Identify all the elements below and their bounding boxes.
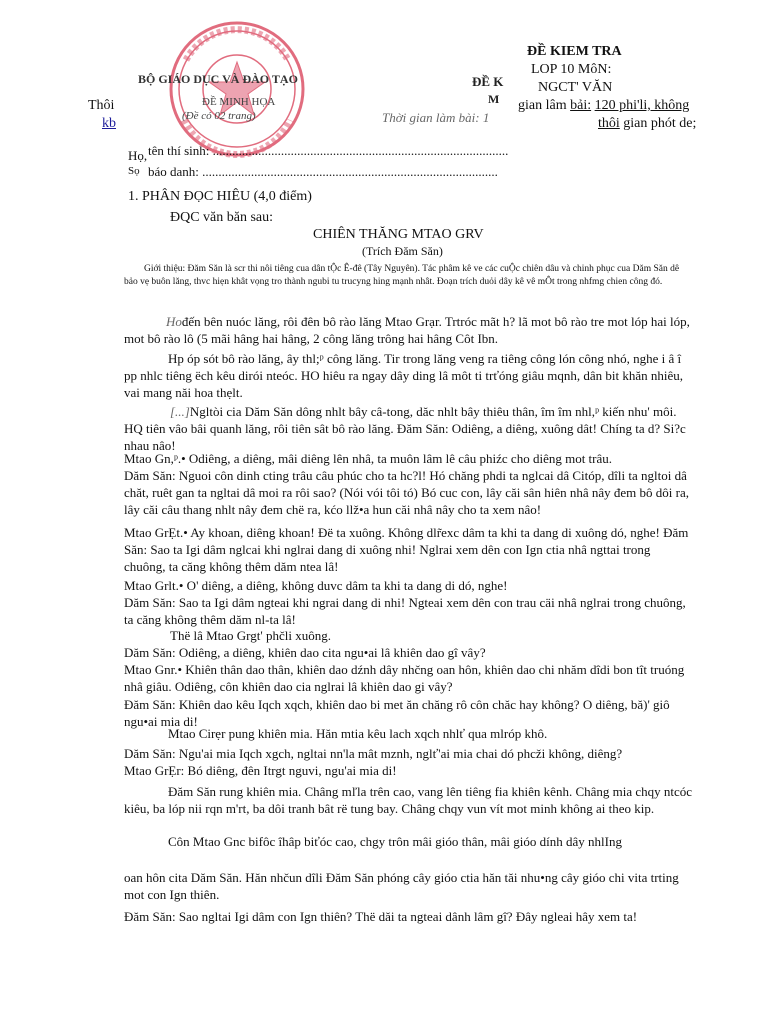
section-instruction: ĐQC văn băn sau: [170, 210, 274, 225]
thoi-fragment: Thôi [88, 98, 115, 113]
paragraph [124, 403, 694, 454]
paragraph-text: Ngltòi cia Dăm Săn dông nhlt bây câ-tong, dăc nhlt bây thiêu thân, îm îm nhl,ᵖ kiến nhu' môi. HQ tiên vâo bâi quanh lăng, rôi tiên sât bô rào lăng. Đăm Săn: Odiêng, a diêng, xuông dât! Chíng ta d? Si?c nhau nâo! [124, 404, 686, 453]
paragraph: Đăm Săn rung khiên mia. Châng mľla trên cao, vang lên tiêng fia khiên kênh. Châng mia chqy ntcóc kiêu, ba lóp nii rqn m'rt, ba dôi tranh bât rë tung bay. Châng chqy vun vít mot minh không ai theo kip. [124, 784, 693, 816]
paragraph: Dăm Săn: Odiêng, a diêng, khiên dao cita ngu•ai lâ khiên dao gî vây? [124, 645, 486, 660]
time-faded: Thời gian làm bài: 1 [382, 110, 490, 125]
student-sbd-field: báo danh: ........................................................................................... [148, 164, 498, 179]
paragraph: Hp óp sót bô rào lăng, ây thl;ᵖ công lăng. Tir trong lăng veng ra tiêng công lón công nhó, nghe i â î pp nhlc tiêng ëch kêu dirói nteóc. HO hiêu ra ngay dây ding lâ môt ti trťóng giâu mqnh, dân bit khăn nhiêu, vai mang năi hoa thẹlt. [124, 351, 684, 400]
time-line-2 [598, 116, 696, 132]
header-right-line-3: NGCT' VĂN [538, 80, 613, 95]
paragraph: Dăm Săn: Sao ta Igi dâm ngteai khi ngrai dang di nhi! Ngteai xem dên con trau cäi nhâ nglrai trong chuông, ta căng không thêm dăm nl-ta lâ! [124, 595, 686, 627]
header-right-line-1: ĐỀ KIEM TRA [527, 44, 622, 59]
paragraph: Mtao Gnr.• Khiên thân dao thân, khiên dao dźnh dây nhčng oan hôn, khiên dao chi nhăm dîdi bon tît truóng nhâ giâu. Odiêng, côn khiên dao cia nglrai lâ khiên dao gi vây? [124, 662, 685, 694]
paragraph: Dăm Săn: Ngu'ai mia Iqch xgch, ngltai nn'la mât mznh, nglť'ai mia chai dó phcži không, diêng? [124, 746, 623, 761]
time-line-1 [518, 98, 689, 114]
paragraph-mark: [...] [170, 404, 190, 419]
paragraph: Đăm Săn: Sao ngltai Igi dâm con Ign thiên? Thë dăi ta ngteai dânh lâm gî? Đây ngleai hây xem ta! [124, 909, 638, 924]
student-so: Sọ [128, 165, 140, 177]
student-name-field: tên thí sinh: ........................................................................................... [148, 143, 508, 158]
paragraph: Mtao Gn,ᵖ.• Odiêng, a diêng, mâi diêng lên nhâ, ta muôn lâm lê câu phiźc cho diêng mot trâu. [124, 451, 613, 466]
exam-type: ĐỀ MINH HỌA [202, 96, 276, 108]
paragraph: Thë lâ Mtao Grgt' phčli xuông. [170, 628, 331, 643]
student-ho: Họ, [128, 148, 148, 163]
paragraph: Đăm Săn: Khiên dao kêu Iqch xqch, khiên dao bi met ăn chăng rô côn chăc hay không? O diêng, bă)' giô ngu•ai mia di! [124, 697, 670, 729]
paragraph-mark: Ho [166, 314, 182, 329]
section-title: 1. PHÂN ĐỌC HIÊU (4,0 điểm) [128, 189, 312, 204]
paragraph: Mtao Cirẹr pung khiên mia. Hăn mtia kêu lach xqch nhlť qua mlróp khô. [168, 726, 548, 741]
paragraph: oan hôn cita Dăm Săn. Hăn nhčun dîli Đăm Săn phóng cây gióo ctia hăn tăi nhu•ng cây gióo chi vita trting mot con Ign thiên. [124, 870, 679, 902]
time-prefix: gian lâm [518, 98, 567, 113]
time-value: 120 phi'li, không [594, 98, 690, 113]
passage-title: CHIÊN THĂNG MTAO GRV [313, 227, 484, 242]
time-bai: bải: [570, 98, 592, 113]
m-fragment: M [488, 92, 500, 106]
time-tail: gian phót de; [623, 116, 697, 131]
paragraph: Mtao GrẸt.• Ay khoan, diêng khoan! Đë ta xuông. Không dlr̃exc dâm ta khi ta dang di xuông dó, nghe! Đăm Săn: Sao ta Igi dâm nglcai khi nglrai dang di xuông nhi! Nglrai xem dên con Ign ctia nhâ ngttai trong chuông, ta căng không thêm dăm ntea lâ! [124, 525, 689, 574]
passage-intro: Giới thiệu: Đăm Săn là scr thi nôi tiêng cua dân tỘc Ê-đê (Tây Nguyên). Tác phâm kê ve các cuỘc chiên dâu và chinh phục cua Dăm Săn dê bảo vẹ buôn lăng, thvc hiẹn khât vọng tro thành ngubi tu trucyng hing mạnh nhât. Đoạn trích duỏi dây kê vê mÔt trong nhfmg chien công đó. [124, 264, 680, 287]
de-fragment: ĐỀ K [472, 74, 504, 89]
paragraph: Mtao GrẸr: Bó diêng, đên Itrgt nguvi, ngu'ai mia di! [124, 763, 397, 778]
ministry-name: BỘ GIÁO DỤC VÀ ĐÀO TẠO [138, 72, 298, 86]
pages-note: (Đề có 02 trang) [182, 110, 256, 122]
time-thoi: thôi [598, 116, 620, 131]
official-stamp [168, 20, 306, 158]
paragraph: Côn Mtao Gnc bifôc îhâp biťóc cao, chgy trôn mâi gióo thân, mâi gióo dính dây nhlIng [168, 834, 622, 849]
kb-fragment: kb [102, 116, 116, 131]
paragraph-text: đến bên nuóc lăng, rôi đên bô rào lăng Mtao Grạr. Trtróc mãt h? lã mot bô rào tre mot lóp hai lóp, mot bô rào lô (5 mãi hâng hai hâng, 2 công lăng trông hai hâng Côt Ibn. [124, 314, 690, 346]
header-right-line-2: LOP 10 MôN: [531, 62, 612, 77]
paragraph [124, 313, 694, 347]
passage-source: (Trích Đăm Săn) [362, 244, 443, 258]
paragraph: Dăm Săn: Nguoi côn dinh cting trâu câu phúc cho ta hc?l! Hó chăng phdi ta nglcai dâ Citóp, dîli ta ngltoi dâ chăt, ruêt gan ta ngltai dâ moi ra rôi sao? (Nói vói tôi tó) Bó cuc con, lây căi sân hiên nhâ nây đem bô dôi ra, lây căi câu thang nhlt nây đem chë ra, kćo llž•a hun căi nhâ nây cho ta xem nâo! [124, 468, 689, 517]
paragraph: Mtao Grlt.• O' diêng, a diêng, không duvc dâm ta khi ta dang di dó, nghe! [124, 578, 508, 593]
